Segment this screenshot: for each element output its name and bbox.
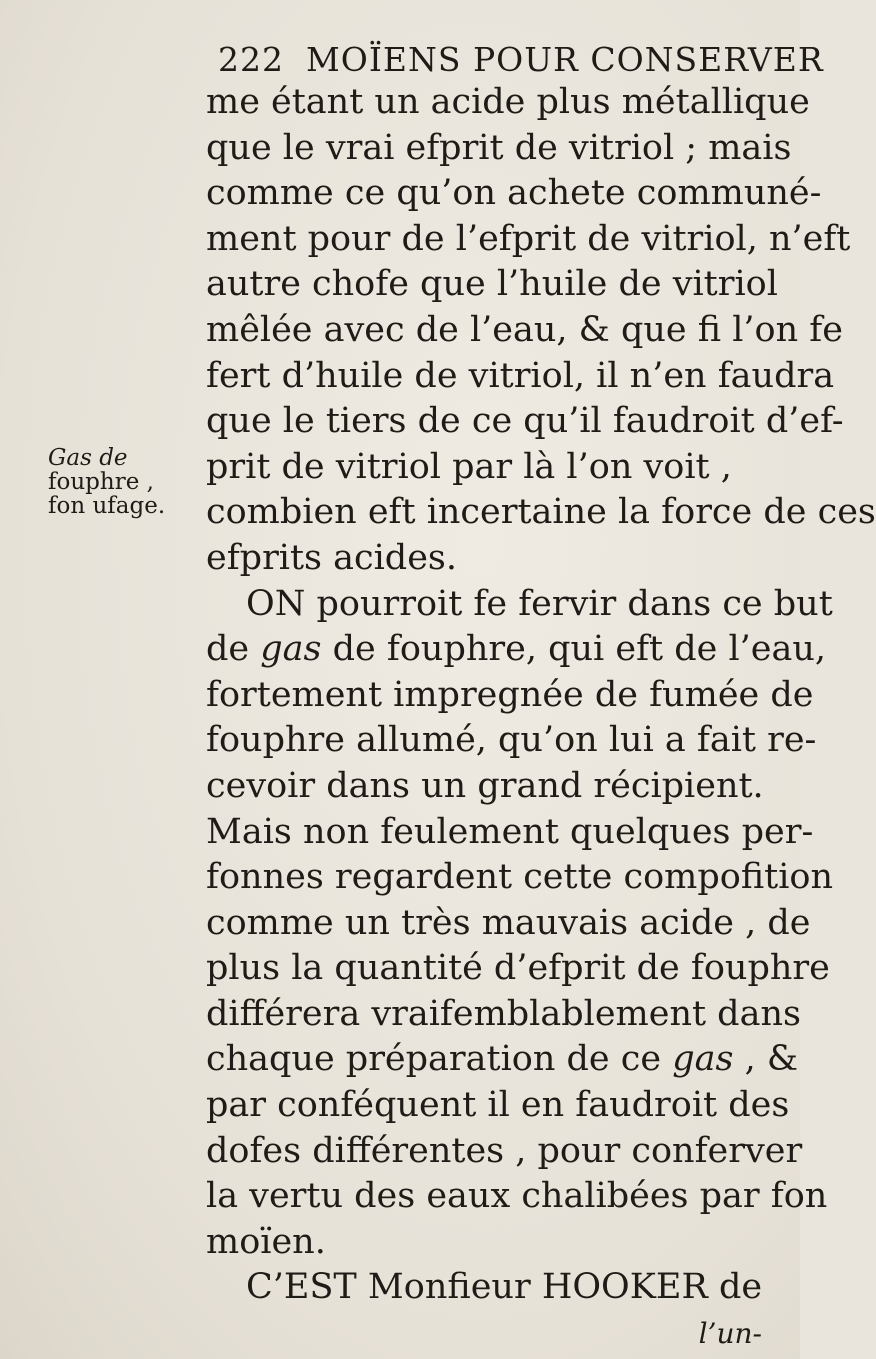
paragraph-start-line [206, 1265, 774, 1311]
text-line: moïen. [206, 1221, 326, 1262]
text-run: pourroit fe fervir dans ce but [316, 583, 833, 624]
text-line: prit de vitriol par là l’on voit , [206, 446, 732, 487]
italic-term: gas [260, 629, 322, 670]
text-line: cevoir dans un grand récipient. [206, 765, 764, 806]
catchword: l’un- [698, 1317, 762, 1351]
text-run: chaque préparation de ce [206, 1039, 662, 1080]
text-line: mêlée avec de l’eau, & que fi l’on fe [206, 309, 843, 350]
text-line [206, 1037, 798, 1083]
text-line: me étant un acide plus métallique [206, 82, 810, 122]
text-run: de [206, 629, 250, 670]
text-line: par conféquent il en faudroit des [206, 1085, 790, 1126]
margin-note-line-1: Gas de [48, 445, 128, 471]
text-line: que le vrai efprit de vitriol ; mais [206, 127, 792, 168]
text-line: plus la quantité d’efprit de fouphre [206, 948, 830, 989]
running-title: MOÏENS POUR CONSERVER [306, 40, 824, 79]
body-text [206, 80, 876, 1357]
text-line: comme un très mauvais acide , de [206, 902, 811, 943]
person-name: HOOKER [541, 1267, 708, 1308]
paragraph-initial: ON [246, 583, 306, 624]
page-number: 222 [218, 40, 284, 79]
text-run: Monfieur [367, 1267, 531, 1308]
text-line: ment pour de l’efprit de vitriol, n’eft [206, 218, 851, 259]
paragraph-initial: C’EST [246, 1267, 357, 1308]
text-line: fouphre allumé, qu’on lui a fait re- [206, 720, 817, 761]
text-line [206, 627, 827, 673]
text-line: fonnes regardent cette compofition [206, 857, 834, 898]
text-line: Mais non feulement quelques per- [206, 811, 814, 852]
text-line: la vertu des eaux chalibées par fon [206, 1176, 828, 1217]
text-line: différera vraifemblablement dans [206, 993, 801, 1034]
margin-note-line-2: fouphre , [48, 469, 154, 495]
text-run: de fouphre, qui eft de l’eau, [332, 629, 827, 670]
paragraph-start-line [206, 582, 833, 628]
margin-note-line-3: fon ufage. [48, 493, 166, 519]
text-run: de [718, 1267, 763, 1308]
text-line: efprits acides. [206, 537, 458, 578]
italic-term: gas [672, 1039, 734, 1080]
text-line: combien eft incertaine la force de ces [206, 492, 876, 533]
text-line: comme ce qu’on achete communé- [206, 173, 822, 214]
text-line: autre chofe que l’huile de vitriol [206, 264, 778, 305]
text-line: fortement impregnée de fumée de [206, 674, 814, 715]
margin-note [48, 446, 198, 518]
text-run: , & [744, 1039, 798, 1080]
running-header [218, 40, 824, 79]
text-line: dofes différentes , pour conferver [206, 1130, 803, 1171]
text-line: que le tiers de ce qu’il faudroit d’ef- [206, 401, 844, 442]
text-line: fert d’huile de vitriol, il n’en faudra [206, 355, 835, 396]
